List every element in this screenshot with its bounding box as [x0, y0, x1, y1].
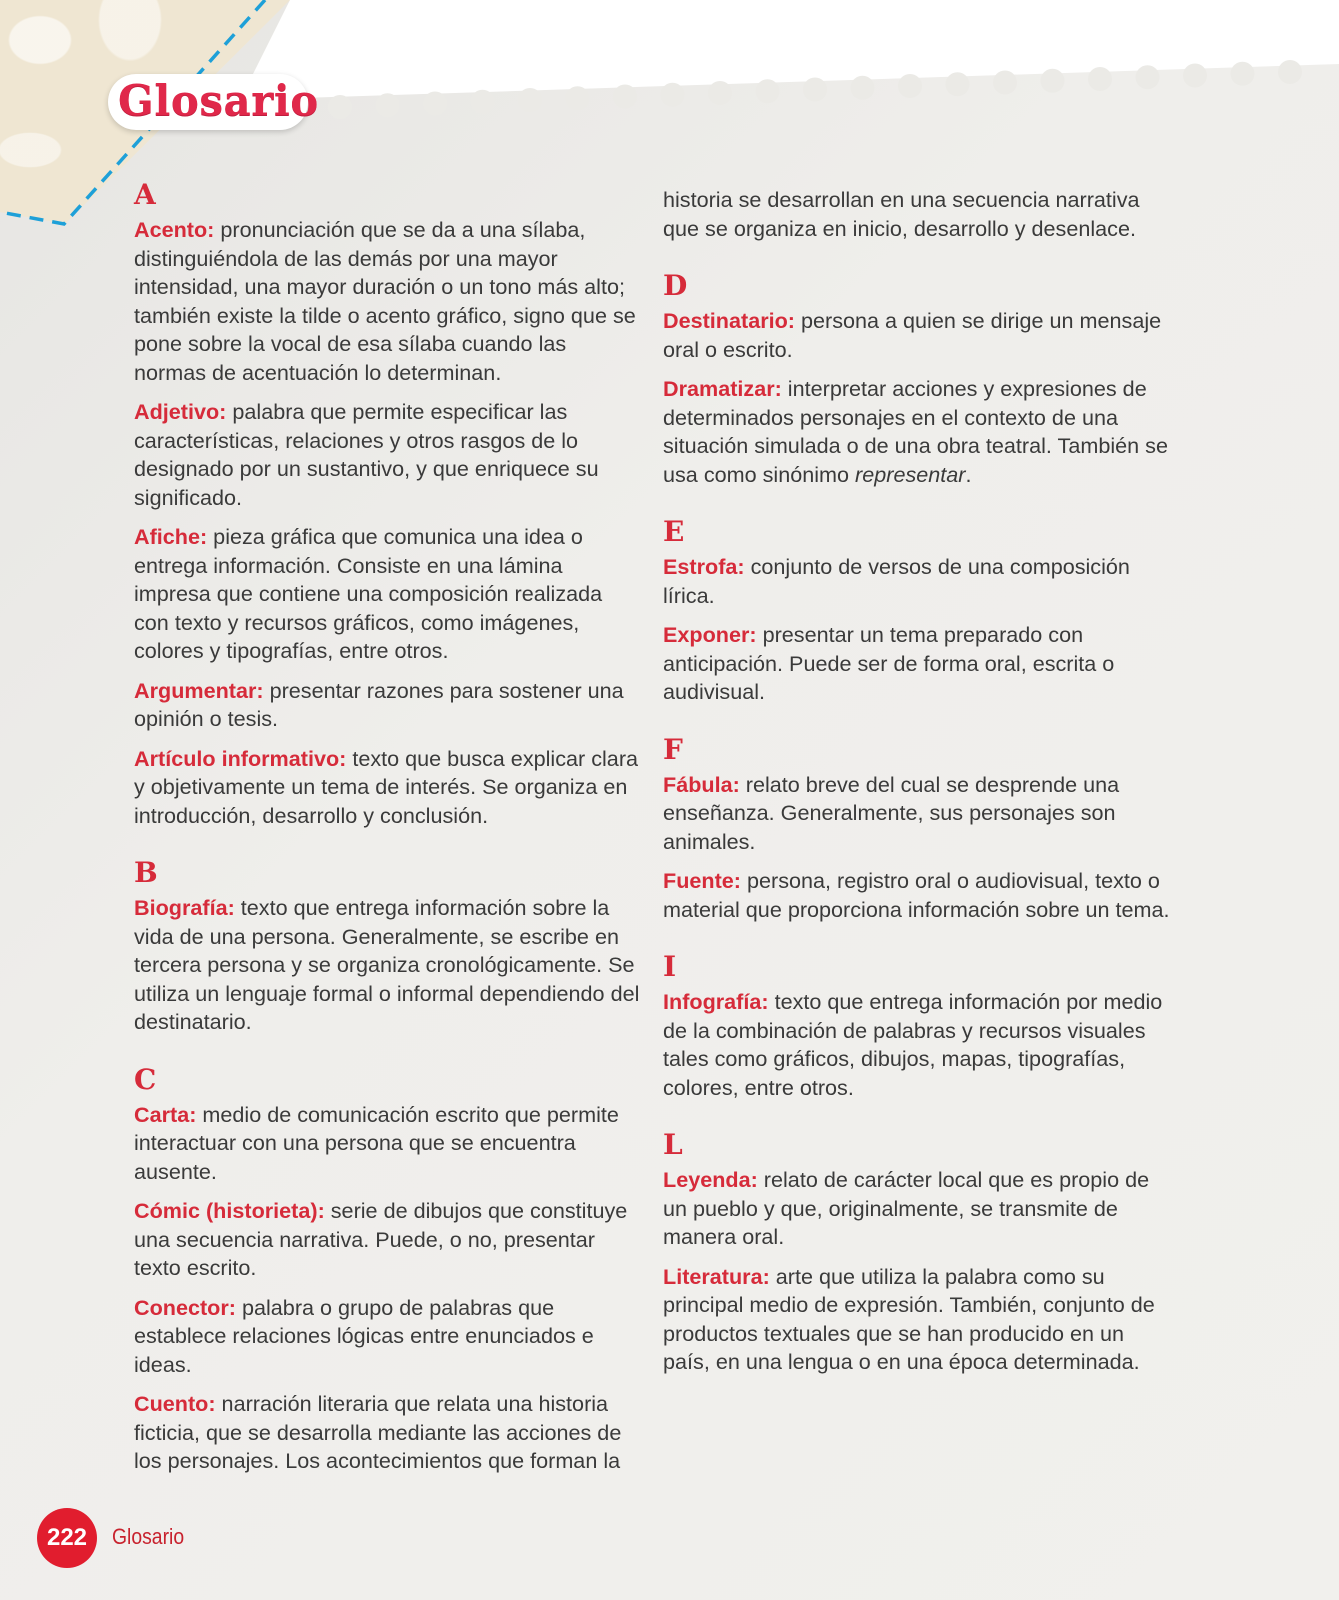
perforation-hole — [898, 74, 922, 98]
perforation-hole — [518, 88, 542, 112]
glossary-entry — [134, 1197, 642, 1283]
glossary-term: Infografía: — [663, 989, 769, 1014]
perforation-holes — [328, 60, 1302, 119]
glossary-term: Conector: — [134, 1294, 236, 1320]
glossary-entry — [134, 216, 642, 387]
perforation-hole — [1088, 67, 1112, 91]
glossary-entry — [134, 894, 642, 1037]
glossary-definition: pieza gráfica que comunica una idea o entrega información. Consiste en una lámina impresa que contiene una composición realizada con texto y recursos gráficos, como imágenes, colores y tipografías, entre otros. — [134, 524, 603, 663]
glossary-term: Carta: — [134, 1101, 197, 1127]
glossary-term: Destinatario: — [663, 308, 795, 333]
section-letter: I — [663, 950, 677, 983]
footer-section-label: Glosario — [112, 1524, 185, 1549]
glossary-column-left — [134, 178, 642, 1487]
section-letter: D — [663, 269, 688, 302]
perforation-hole — [376, 93, 400, 117]
glossary-term: Acento: — [134, 217, 215, 242]
glossary-definition: presentar un tema preparado con anticipación. Puede ser de forma oral, escrita o audivisual. — [663, 622, 1115, 704]
glossary-definition: relato de carácter local que es propio de un pueblo y que, originalmente, se transmite de manera oral. — [663, 1167, 1150, 1249]
perforation-hole — [423, 92, 447, 116]
glossary-definition: serie de dibujos que constituye una secuencia narrativa. Puede, o no, presentar texto escrito. — [134, 1198, 628, 1280]
glossary-entry — [663, 771, 1173, 857]
glossary-entry — [134, 1101, 642, 1187]
perforation-hole — [1278, 60, 1302, 84]
glossary-definition: narración literaria que relata una historia ficticia, que se desarrolla mediante las acciones de los personajes. Los acontecimientos que forman la — [134, 1391, 622, 1473]
glossary-definition: interpretar acciones y expresiones de determinados personajes en el contexto de una situación simulada o de una obra teatral. También se usa como sinónimo — [663, 376, 1168, 487]
perforation-hole — [851, 76, 875, 100]
glossary-entry — [134, 523, 642, 666]
perforation-hole — [566, 86, 590, 110]
glossary-definition: persona a quien se dirige un mensaje oral o escrito. — [663, 308, 1162, 362]
glossary-definition: arte que utiliza la palabra como su principal medio de expresión. También, conjunto de productos textuales que se han producido en un país, en una lengua o en una época determinada. — [663, 1263, 1155, 1374]
glossary-definition: texto que entrega información sobre la vida de una persona. Generalmente, se escribe en tercera persona y se organiza cronológicamente. Se utiliza un lenguaje formal o informal dependiendo del destinatario. — [134, 895, 640, 1034]
perforation-hole — [1183, 64, 1207, 88]
section-letter: E — [663, 515, 685, 548]
glossary-term: Adjetivo: — [134, 399, 227, 424]
perforation-hole — [661, 83, 685, 107]
perforation-hole — [993, 71, 1017, 95]
glossary-definition: texto que busca explicar clara y objetivamente un tema de interés. Se organiza en introducción, desarrollo y conclusión. — [134, 745, 639, 828]
perforation-hole — [708, 81, 732, 105]
glossary-term: Exponer: — [663, 622, 757, 647]
glossary-term: Cuento: — [134, 1391, 216, 1416]
glossary-entry — [134, 398, 642, 512]
glossary-term: Afiche: — [134, 524, 208, 549]
glossary-entry — [663, 553, 1173, 610]
glossary-entry — [134, 1390, 642, 1476]
perforation-hole — [756, 79, 780, 103]
glossary-entry — [663, 1166, 1173, 1252]
glossary-term: Estrofa: — [663, 554, 745, 579]
glossary-term: Artículo informativo: — [134, 745, 347, 771]
perforation-hole — [946, 72, 970, 96]
glossary-definition: conjunto de versos de una composición lírica. — [663, 554, 1130, 608]
glossary-entry — [663, 867, 1173, 924]
perforation-hole — [803, 78, 827, 102]
definition-tail: . — [965, 461, 972, 487]
glossary-entry — [663, 621, 1173, 707]
italic-term: representar — [855, 461, 966, 487]
perforation-hole — [471, 90, 495, 114]
glossary-term: Fábula: — [663, 771, 740, 797]
perforation-hole — [1041, 69, 1065, 93]
perforation-hole — [1136, 65, 1160, 89]
perforation-hole — [328, 95, 352, 119]
glossary-entry — [663, 1263, 1173, 1377]
glossary-term: Leyenda: — [663, 1167, 758, 1192]
glossary-definition: presentar razones para sostener una opinión o tesis. — [134, 677, 624, 731]
section-letter: A — [134, 178, 156, 211]
glossary-term: Dramatizar: — [663, 376, 782, 401]
glossary-definition: pronunciación que se da a una sílaba, distinguiéndola de las demás por una mayor intensidad, una mayor duración o un tono más alto; también existe la tilde o acento gráfico, signo que se pone sobre la vocal de esa sílaba cuando las normas de acentuación lo determinan. — [134, 217, 636, 385]
glossary-entry — [134, 745, 642, 831]
glossary-term: Literatura: — [663, 1263, 770, 1289]
glossary-definition: palabra o grupo de palabras que establece relaciones lógicas entre enunciados e ideas. — [134, 1294, 594, 1377]
section-letter: L — [663, 1128, 683, 1161]
glossary-definition: relato breve del cual se desprende una enseñanza. Generalmente, sus personajes son animales. — [663, 771, 1120, 854]
glossary-entry — [663, 988, 1173, 1102]
glossary-definition: palabra que permite especificar las características, relaciones y otros rasgos de lo designado por un sustantivo, y que enriquece su significado. — [134, 399, 599, 510]
entry-continuation: historia se desarrollan en una secuencia narrativa que se organiza en inicio, desarrollo y desenlace. — [663, 187, 1140, 241]
glossary-term: Argumentar: — [134, 677, 264, 703]
glossary-definition: texto que entrega información por medio de la combinación de palabras y recursos visuales tales como gráficos, dibujos, mapas, tipografías, colores, entre otros. — [663, 989, 1163, 1100]
glossary-term: Cómic (historieta): — [134, 1198, 325, 1223]
glossary-column-right — [663, 186, 1173, 1388]
glossary-entry — [663, 375, 1173, 489]
perforation-hole — [1231, 62, 1255, 86]
page-number-badge — [37, 1508, 97, 1568]
section-letter: C — [134, 1062, 157, 1096]
glossary-entry — [134, 677, 642, 734]
perforation-hole — [613, 85, 637, 109]
page-number: 222 — [46, 1524, 88, 1551]
glossary-definition: medio de comunicación escrito que permite interactuar con una persona que se encuentra ausente. — [134, 1101, 619, 1184]
glossary-definition: persona, registro oral o audiovisual, texto o material que proporciona información sobre un tema. — [663, 868, 1170, 922]
page-title: Glosario — [118, 76, 319, 125]
glossary-entry — [134, 1294, 642, 1380]
section-letter: F — [663, 732, 683, 766]
section-letter: B — [134, 856, 158, 889]
glossary-term: Fuente: — [663, 868, 741, 893]
glossary-term: Biografía: — [134, 895, 235, 920]
glossary-entry — [663, 307, 1173, 364]
